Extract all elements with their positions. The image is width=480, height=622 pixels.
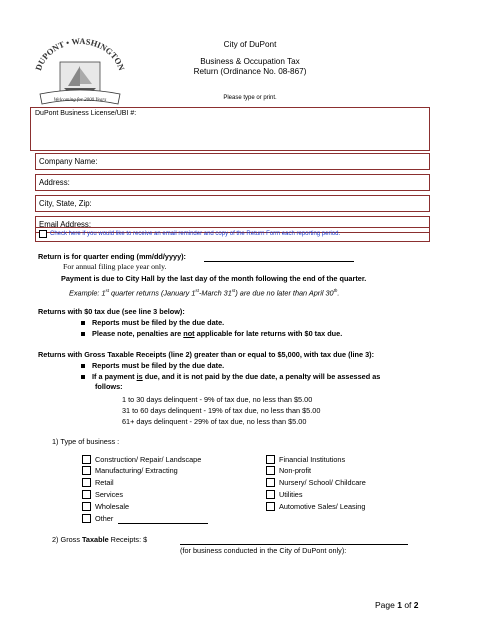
payment-due-note: Payment is due to City Hall by the last day of the month following the end of the quarter.	[61, 274, 367, 283]
checkbox-nonprofit[interactable]	[266, 466, 275, 475]
license-box[interactable]	[30, 107, 430, 151]
bullet-icon	[81, 332, 85, 336]
annual-filing-note: For annual filing place year only.	[63, 262, 167, 271]
checkbox-wholesale[interactable]	[82, 502, 91, 511]
checkbox-services[interactable]	[82, 490, 91, 499]
city-name: City of DuPont	[223, 40, 277, 49]
gross-receipts-label: 2) Gross Taxable Receipts: $	[52, 535, 148, 544]
label-retail: Retail	[95, 478, 114, 487]
city-state-zip-label: City, State, Zip:	[39, 199, 92, 208]
gross-tax-heading: Returns with Gross Taxable Receipts (line 2) greater than or equal to $5,000, with tax due (line 3):	[38, 350, 375, 359]
zero-tax-heading: Returns with $0 tax due (see line 3 below):	[38, 307, 185, 316]
label-wholesale: Wholesale	[95, 502, 130, 511]
zero-tax-bullet-2: Please note, penalties are not applicable for late returns with $0 tax due.	[81, 329, 342, 338]
company-name-label: Company Name:	[39, 157, 98, 166]
label-nursery: Nursery/ School/ Childcare	[279, 478, 366, 487]
gross-tax-bullet-2-cont: follows:	[95, 382, 123, 391]
label-nonprofit: Non-profit	[279, 466, 312, 475]
checkbox-retail[interactable]	[82, 478, 91, 487]
gross-receipts-note: (for business conducted in the City of DuPont only):	[180, 546, 347, 555]
checkbox-automotive[interactable]	[266, 502, 275, 511]
checkbox-utilities[interactable]	[266, 490, 275, 499]
other-business-input[interactable]	[118, 514, 208, 524]
penalty-61-plus-days: 61+ days delinquent - 29% of tax due, no less than $5.00	[122, 417, 307, 426]
address-label: Address:	[39, 178, 70, 187]
email-reminder-row	[35, 227, 430, 242]
quarter-ending-label: Return is for quarter ending (mm/dd/yyyy):	[38, 252, 186, 261]
email-reminder-text: Check here if you would like to receive an email reminder and copy of the Return Form each reporting period.	[50, 231, 341, 237]
bullet-icon	[81, 364, 85, 368]
label-utilities: Utilities	[279, 490, 303, 499]
label-other: Other	[95, 514, 114, 523]
email-address-label: Email Address:	[39, 220, 92, 229]
company-name-field[interactable]	[35, 153, 430, 170]
license-label: DuPont Business License/UBI #:	[35, 110, 137, 117]
label-services: Services	[95, 490, 123, 499]
city-state-zip-field[interactable]	[35, 195, 430, 212]
svg-text:DUPONT • WASHINGTON: DUPONT • WASHINGTON	[33, 38, 127, 72]
svg-text:Welcoming for 2000 Years: Welcoming for 2000 Years	[53, 98, 107, 103]
label-financial: Financial Institutions	[279, 455, 346, 464]
checkbox-nursery[interactable]	[266, 478, 275, 487]
business-type-label: 1) Type of business :	[52, 437, 120, 446]
checkbox-other[interactable]	[82, 514, 91, 523]
penalty-60-days: 31 to 60 days delinquent - 19% of tax due, no less than $5.00	[122, 406, 321, 415]
gross-receipts-input[interactable]	[180, 535, 408, 545]
address-field[interactable]	[35, 174, 430, 191]
quarter-ending-input[interactable]	[204, 252, 354, 262]
checkbox-manufacturing[interactable]	[82, 466, 91, 475]
bullet-icon	[81, 375, 85, 379]
label-automotive: Automotive Sales/ Leasing	[279, 502, 366, 511]
page-number: Page 1 of 2	[375, 600, 419, 610]
checkbox-financial[interactable]	[266, 455, 275, 464]
label-manufacturing: Manufacturing/ Extracting	[95, 466, 178, 475]
checkbox-construction[interactable]	[82, 455, 91, 464]
type-or-print-instruction: Please type or print.	[223, 95, 277, 101]
due-date-example: Example: 1st quarter returns (January 1st-March 31st) are due no later than April 30th.	[69, 288, 340, 298]
return-title: Return (Ordinance No. 08-867)	[193, 67, 307, 76]
label-construction: Construction/ Repair/ Landscape	[95, 455, 202, 464]
bullet-icon	[81, 321, 85, 325]
gross-tax-bullet-1: Reports must be filed by the due date.	[81, 361, 224, 370]
penalty-30-days: 1 to 30 days delinquent - 9% of tax due, no less than $5.00	[122, 395, 313, 404]
email-reminder-checkbox[interactable]	[39, 230, 47, 238]
zero-tax-bullet-1: Reports must be filed by the due date.	[81, 318, 224, 327]
gross-tax-bullet-2: If a payment is due, and it is not paid by the due date, a penalty will be assessed as	[81, 372, 380, 381]
tax-title: Business & Occupation Tax	[200, 57, 300, 66]
